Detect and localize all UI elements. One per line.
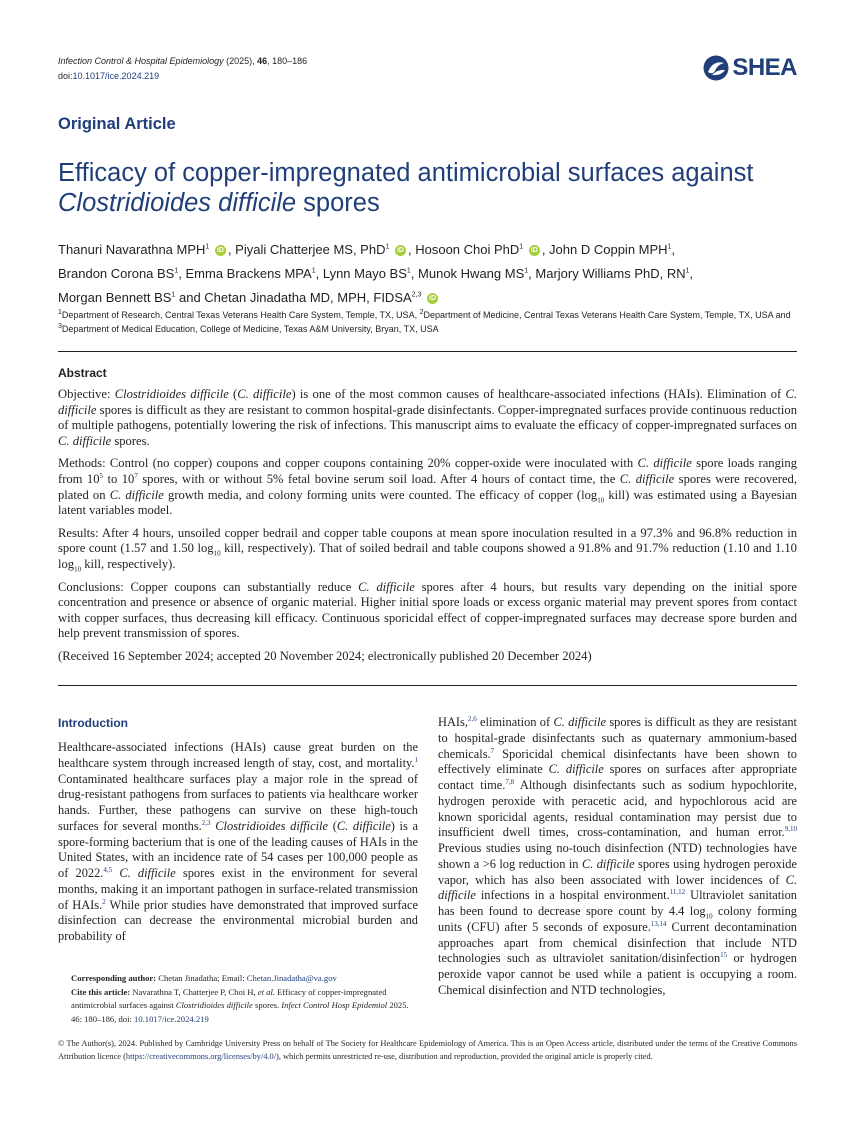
orcid-icon[interactable]: iD <box>530 247 538 255</box>
orcid-icon[interactable]: iD <box>216 247 224 255</box>
journal-name: Infection Control & Hospital Epidemiology <box>58 56 224 66</box>
author[interactable]: Brandon Corona BS <box>58 266 175 281</box>
author-affil: 1 <box>311 267 316 275</box>
cite-label: Cite this article: <box>71 986 131 997</box>
journal-citation <box>58 54 307 84</box>
author[interactable]: Marjory Williams PhD, RN <box>535 266 686 281</box>
author[interactable]: John D Coppin MPH <box>549 242 668 257</box>
author[interactable]: Chetan Jinadatha MD, MPH, FIDSA <box>204 290 412 305</box>
affiliation-1: Department of Research, Central Texas Veterans Health Care System, Temple, TX, USA, <box>61 310 420 320</box>
abstract-body <box>58 387 797 672</box>
introduction-heading: Introduction <box>58 716 128 730</box>
abstract-results: Results: After 4 hours, unsoiled copper bedrail and copper table coupons at mean spore inoculation resulted in a 97.3% and 96.8% reduction in spore count (1.57 and 1.50 $\log_{10}$ kill, respectively). That of soiled bedrail and table coupons showed a 91.8% and 91.7% reduction (1.10 and 1.10 $\log_{10}$ kill, respectively). <box>58 525 797 574</box>
journal-year: (2025), <box>223 56 258 66</box>
affiliation-2: Department of Medicine, Central Texas Veterans Health Care System, Temple, TX, USA and <box>423 310 791 320</box>
shea-logo <box>703 54 797 82</box>
article-title <box>58 158 798 218</box>
title-tail: spores <box>296 189 380 217</box>
received-dates: (Received 16 September 2024; accepted 20 November 2024; electronically published 20 December 2024) <box>58 648 592 663</box>
methods-label: Methods: <box>58 456 106 471</box>
shea-logo-text: SHEA <box>732 54 797 81</box>
author[interactable]: Thanuri Navarathna MPH <box>58 242 206 257</box>
orcid-icon[interactable]: iD <box>396 247 404 255</box>
affiliation-3: Department of Medical Education, College of Medicine, Texas A&M University, Bryan, TX, USA <box>61 324 439 334</box>
divider <box>58 351 797 352</box>
author-affil: 1 <box>685 267 690 275</box>
copyright-text: © The Author(s), 2024. Published by Cambridge University Press on behalf of The Society for Healthcare Epidemiology of America. This is an Open Access article, distributed under the terms of the Creative Commons Attribution licence ( <box>58 1039 797 1062</box>
article-type: Original Article <box>58 115 176 133</box>
author-affil: 1 <box>174 267 179 275</box>
corresponding-text: Chetan Jinadatha; Email: <box>156 973 247 983</box>
shea-logo-icon <box>703 55 729 81</box>
affiliations: $^1$Department of Research, Central Texas Veterans Health Care System, Temple, TX, USA, $^2$Department of Medicine, Central Texas Veterans Health Care System, Temple, TX, USA and $^3$Department of Medical Education, College of Medicine, Texas A&M University, Bryan, TX, USA <box>58 309 791 334</box>
author[interactable]: Hosoon Choi PhD <box>415 242 520 257</box>
title-line1: Efficacy of copper-impregnated antimicrobial surfaces against <box>58 159 754 187</box>
doi-link[interactable]: 10.1017/ice.2024.219 <box>72 71 160 81</box>
title-species: Clostridioides difficile <box>58 189 297 217</box>
intro-column-1: Healthcare-associated infections (HAIs) cause great burden on the healthcare system through increased length of stay, cost, and mortality.$^1$ Contaminated healthcare surfaces play a major role in the spread of drug-resistant pathogens from surfaces to patients via healthcare worker hands. Further, these pathogens can survive on these high-touch surfaces for several months.$^{2,3}$ Clostridioides difficile (C. difficile) is a spore-forming bacterium that is one of the leading causes of HAIs in the United States, with an incidence rate of 54 cases per 100,000 people as of 2022.$^{4,5}$ C. difficile spores exist in the environment for several months, making it an important pathogen in surface-related transmission of HAIs.$^2$ While prior studies have demonstrated that improved surface disinfection can decrease the environmental microbial burden and probability of <box>58 740 419 943</box>
author-affil: 1 <box>667 243 672 251</box>
objective-label: Objective: <box>58 387 111 401</box>
copyright-tail: ), which permits unrestricted re-use, distribution and reproduction, provided the original article is properly cited. <box>276 1052 653 1062</box>
email-link[interactable]: Chetan.Jinadatha@va.gov <box>246 973 337 983</box>
cite-doi-link[interactable]: 10.1017/ice.2024.219 <box>134 1013 209 1024</box>
author[interactable]: Lynn Mayo BS <box>322 266 407 281</box>
intro-column-2: HAIs,$^{2,6}$ elimination of C. difficile spores is difficult as they are resistant to hospital-grade disinfectants such as quaternary ammonium-based chemicals.$^7$ Sporicidal chemical disinfectants have been shown to effectively eliminate C. difficile spores on surfaces after appropriate contact time.$^{7,8}$ Although disinfectants such as sodium hypochlorite, hydrogen peroxide with peracetic acid, and hypochlorous acid are known sporicidal agents, residual contamination may persist due to insufficient dwell times, cross-contamination, and human error.$^{9,10}$ Previous studies using no-touch disinfection (NTD) technologies have shown a >6 log reduction in C. difficile spores using hydrogen peroxide vapor, which has also been associated with lower incidences of C. difficile infections in a hospital environment.$^{11,12}$ Ultraviolet sanitation has been found to decrease spore count by 4.4 $\log_{10}$ colony forming units (CFU) after 5 seconds of exposure.$^{13,14}$ Current decontamination approaches apart from chemical disinfection that include NTD technologies such as ultraviolet sanitation/disinfection$^{15}$ or hydrogen peroxide vapor cannot be used while a patient is occupying a room. Chemical disinfection and NTD technologies, <box>438 714 797 997</box>
author-affil: 1 <box>171 291 176 299</box>
doi-prefix: doi: <box>58 71 73 81</box>
author[interactable]: Piyali Chatterjee MS, PhD <box>235 242 386 257</box>
corresponding-label: Corresponding author: <box>71 973 157 983</box>
copyright-notice <box>58 1037 797 1063</box>
abstract-conclusions: Conclusions: Copper coupons can substantially reduce C. difficile spores after 4 hours, but results vary depending on the initial spore concentration and presence or absence of organic material. Higher initial spore loads or excess organic material may prevent spores from contact with copper surfaces, thus decreasing kill efficacy. Continuous sporicidal effect of copper-impregnated surfaces may decrease spore burden and help prevent transmission of spores. <box>58 579 798 641</box>
author-affil: 1 <box>406 267 411 275</box>
author-affil: 1 <box>385 243 390 251</box>
author[interactable]: Morgan Bennett BS <box>58 290 172 305</box>
journal-volume: 46 <box>257 56 268 66</box>
author-affil: 1 <box>519 243 524 251</box>
results-label: Results: <box>58 525 99 540</box>
author[interactable]: Munok Hwang MS <box>418 266 525 281</box>
correspondence-block: Corresponding author: Chetan Jinadatha; Email: Chetan.Jinadatha@va.gov Cite this article: Navarathna T, Chatterjee P, Choi H, et al. Efficacy of copper-impregnated antimicrobial surfaces against Clostridioides difficile spores. Infect Control Hosp Epidemiol 2025. 46: 180–186, doi: 10.1017/ice.2024.219 <box>71 973 409 1024</box>
abstract-heading: Abstract <box>58 366 107 380</box>
author[interactable]: Emma Brackens MPA <box>185 266 312 281</box>
license-link[interactable]: https://creativecommons.org/licenses/by/4.0/ <box>125 1052 277 1062</box>
author-affil: 2,3 <box>411 291 422 299</box>
journal-pages: , 180–186 <box>267 56 308 66</box>
author-list: Thanuri Navarathna MPH$^1$ iD , Piyali Chatterjee MS, PhD$^1$ iD , Hosoon Choi PhD$^1$ iD , John D Coppin MPH$^1$, Brandon Corona $BS^1$, Emma Brackens MPA$^1$, Lynn Mayo $BS^1$, Munok Hwang $MS^1$, Marjory Williams PhD, $RN^1$, Morgan Bennett $BS^1$ and Chetan Jinadatha MD, MPH, FIDSA$^{2,3}$ iD <box>58 242 694 305</box>
author-affil: 1 <box>205 243 210 251</box>
abstract-objective: Objective: Clostridioides difficile (C. difficile) is one of the most common causes of healthcare-associated infections (HAIs). Elimination of C. difficile spores is difficult as they are resistant to common hospital-grade disinfectants. Copper-impregnated surfaces provide continuous reduction of multiple pathogens, potentially lowering the risk of infections. This manuscript aims to evaluate the efficacy of copper-impregnated surfaces on C. difficile spores. <box>58 387 797 448</box>
author-affil: 1 <box>524 267 529 275</box>
abstract-methods: Methods: Control (no copper) coupons and copper coupons containing 20% copper-oxide were inoculated with C. difficile spore loads ranging from $10^5$ to $10^7$ spores, with or without 5% fetal bovine serum soil load. After 4 hours of contact time, the C. difficile spores were recovered, plated on C. difficile growth media, and colony forming units were counted. The efficacy of copper ($\log_{10}$ kill) was estimated using a Bayesian latent variables model. <box>58 456 798 518</box>
divider <box>58 685 797 686</box>
orcid-icon[interactable]: iD <box>429 295 437 303</box>
conclusions-label: Conclusions: <box>58 579 124 594</box>
